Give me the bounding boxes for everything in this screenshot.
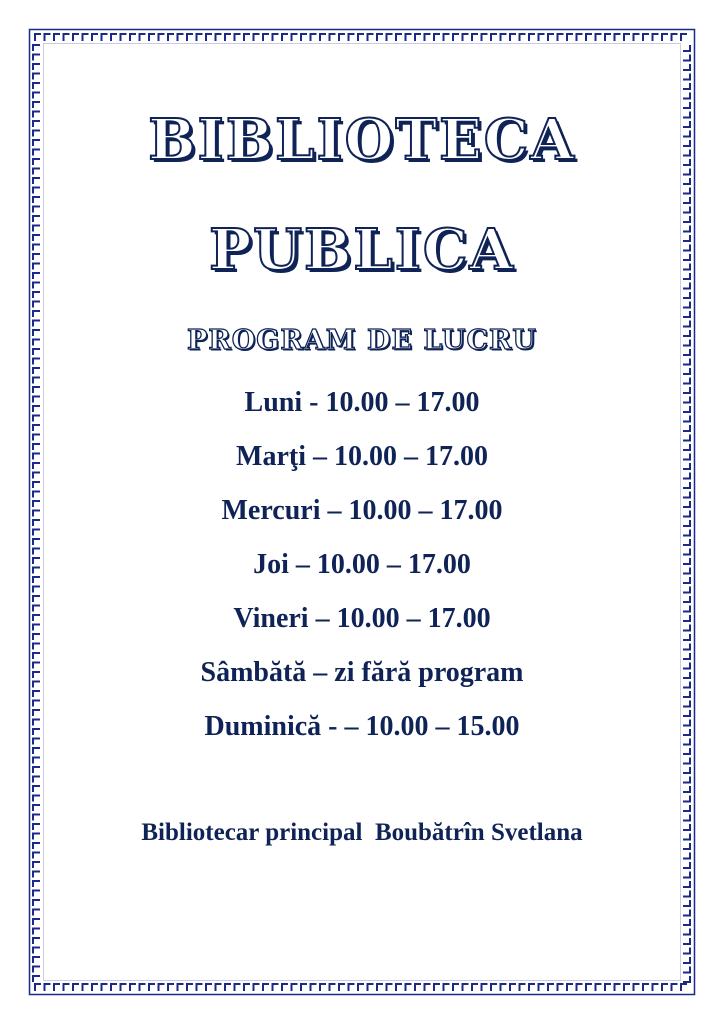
librarian-signature: Bibliotecar principal Boubătrîn Svetlana xyxy=(141,819,583,846)
schedule-tuesday: Marţi – 10.00 – 17.00 xyxy=(236,441,488,472)
schedule-sunday: Duminică - – 10.00 – 15.00 xyxy=(204,711,520,742)
schedule-saturday: Sâmbătă – zi fără program xyxy=(200,657,524,688)
title-line-1: BIBLIOTECA xyxy=(148,107,576,173)
schedule-friday: Vineri – 10.00 – 17.00 xyxy=(233,603,491,634)
poster-content xyxy=(45,45,679,975)
schedule-wednesday: Mercuri – 10.00 – 17.00 xyxy=(221,495,503,526)
schedule-thursday: Joi – 10.00 – 17.00 xyxy=(253,549,471,580)
schedule-heading: PROGRAM DE LUCRU xyxy=(187,325,537,356)
title-line-2: PUBLICA xyxy=(209,217,515,283)
schedule-monday: Luni - 10.00 – 17.00 xyxy=(244,387,480,418)
